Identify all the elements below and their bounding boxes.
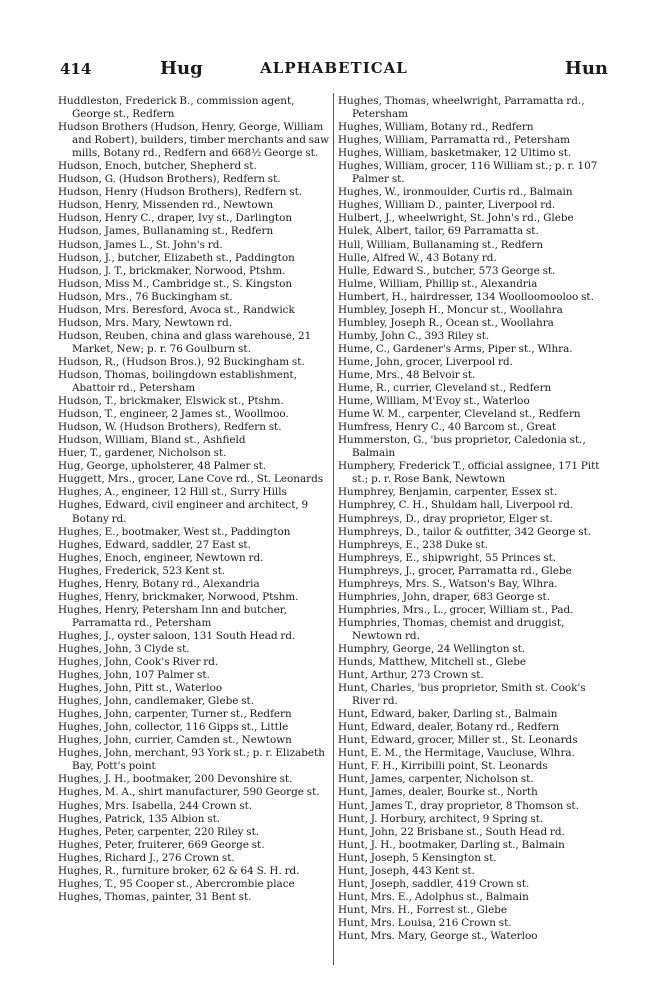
directory-entry: Hunt, John, 22 Brisbane st., South Head rd. <box>338 825 565 838</box>
directory-entry: Hunt, E. M., the Hermitage, Vaucluse, Wlhra. <box>338 747 575 760</box>
directory-entry: Humby, John C., 393 Riley st. <box>338 329 490 342</box>
directory-entry: Hughes, John, Cook's River rd. <box>58 656 219 669</box>
directory-entry: Hunt, Edward, dealer, Botany rd., Redfern <box>338 721 560 734</box>
directory-entry: Hughes, William D., painter, Liverpool rd. <box>338 199 556 212</box>
directory-entry: Hudson, G. (Hudson Brothers), Redfern st. <box>58 173 281 186</box>
directory-entry: Hunt, J. Horbury, architect, 9 Spring st. <box>338 812 544 825</box>
directory-entry: Hume, Mrs., 48 Belvoir st. <box>338 368 476 381</box>
directory-entry: Hunt, James, dealer, Bourke st., North <box>338 786 538 799</box>
directory-entry: Humphrey, Benjamin, carpenter, Essex st. <box>338 486 558 499</box>
directory-entry: Humbert, H., hairdresser, 134 Woolloomooloo st. <box>338 290 594 303</box>
directory-entry: Hughes, John, carpenter, Turner st., Redfern <box>58 708 292 721</box>
directory-entry: Hume, R., currier, Cleveland st., Redfern <box>338 382 552 395</box>
directory-entry: Hunt, Mrs. Louisa, 216 Crown st. <box>338 916 512 929</box>
directory-entry: Hughes, William, Parramatta rd., Petersham <box>338 134 570 147</box>
header-right-word: Hun <box>564 58 608 79</box>
directory-entry: Hughes, W., ironmoulder, Curtis rd., Balmain <box>338 186 573 199</box>
directory-entry: Hudson, Thomas, boilingdown establishment, Abattoir rd., Petersham <box>58 368 298 395</box>
directory-entry: Hunt, Edward, grocer, Miller st., St. Leonards <box>338 734 578 747</box>
directory-entry: Hughes, M. A., shirt manufacturer, 590 George st. <box>58 786 320 799</box>
directory-entry: Hughes, John, candlemaker, Glebe st. <box>58 695 255 708</box>
directory-entry: Hunt, Mrs. Mary, George st., Waterloo <box>338 930 538 942</box>
directory-entry: Hudson, James, Bullanaming st., Redfern <box>58 225 274 238</box>
left-column <box>58 95 330 904</box>
directory-entry: Hudson Brothers (Hudson, Henry, George, William and Robert), builders, timber merchants and saw mills, Botany rd., Redfern and 668½ George st. <box>58 121 330 160</box>
directory-entry: Hudson, Miss M., Cambridge st., S. Kingston <box>58 277 293 290</box>
directory-entry: Hume W. M., carpenter, Cleveland st., Redfern <box>338 408 581 421</box>
directory-entry: Hunt, F. H., Kirribilli point, St. Leonards <box>338 760 548 773</box>
directory-entry: Humphry, George, 24 Wellington st. <box>338 642 526 655</box>
directory-entry: Humphreys, E., 238 Duke st. <box>338 538 489 551</box>
directory-entry: Hummerston, G., 'bus proprietor, Caledonia st., Balmain <box>338 434 586 460</box>
directory-entry: Hughes, Enoch, engineer, Newtown rd. <box>58 551 264 564</box>
directory-entry: Huggett, Mrs., grocer, Lane Cove rd., St. Leonards <box>58 473 324 486</box>
directory-entry: Hudson, Reuben, china and glass warehouse, 21 Market, New; p. r. 76 Goulburn st. <box>58 329 312 355</box>
directory-entry: Hughes, E., bootmaker, West st., Paddington <box>58 525 291 538</box>
directory-entry: Hughes, Peter, fruiterer, 669 George st. <box>58 838 265 851</box>
directory-entry: Hughes, John, merchant, 93 York st.; p. r. Elizabeth Bay, Pott's point <box>58 747 325 773</box>
directory-entry: Hull, William, Bullanaming st., Redfern <box>338 238 544 251</box>
directory-entry: Hughes, William, Botany rd., Redfern <box>338 121 534 134</box>
directory-entry: Hughes, R., furniture broker, 62 & 64 S. H. rd. <box>58 864 300 877</box>
directory-entry: Hughes, T., 95 Cooper st., Abercrombie place <box>58 877 295 890</box>
directory-entry: Humphries, John, draper, 683 George st. <box>338 590 551 603</box>
directory-entry: Hunds, Matthew, Mitchell st., Glebe <box>338 656 527 669</box>
directory-entry: Hudson, William, Bland st., Ashfield <box>58 434 246 447</box>
directory-entry: Huer, T., gardener, Nicholson st. <box>58 447 227 460</box>
directory-entry: Hughes, John, collector, 116 Gipps st., Little <box>58 721 289 734</box>
directory-entry: Humphreys, D., dray proprietor, Elger st. <box>338 512 553 525</box>
directory-entry: Hughes, Edward, saddler, 27 East st. <box>58 538 251 551</box>
directory-entry: Hudson, James L., St. John's rd. <box>58 238 223 251</box>
directory-entry: Hunt, Arthur, 273 Crown st. <box>338 669 484 682</box>
directory-entry: Hughes, Henry, brickmaker, Norwood, Ptshm. <box>58 590 299 603</box>
header-left-word: Hug <box>160 58 203 79</box>
directory-entry: Hunt, Charles, 'bus proprietor, Smith st. Cook's River rd. <box>338 682 586 708</box>
directory-entry: Humphreys, J., grocer, Parramatta rd., Glebe <box>338 564 572 577</box>
directory-entry: Hunt, Joseph, saddler, 419 Crown st. <box>338 877 530 890</box>
directory-entry: Hughes, Richard J., 276 Crown st. <box>58 851 235 864</box>
directory-entry: Hudson, J., butcher, Elizabeth st., Paddington <box>58 251 295 264</box>
directory-entry: Hudson, W. (Hudson Brothers), Redfern st. <box>58 421 282 434</box>
directory-entry: Hudson, Henry (Hudson Brothers), Redfern st. <box>58 186 303 199</box>
directory-entry: Hughes, John, Pitt st., Waterloo <box>58 682 223 695</box>
directory-entry: Humbley, Joseph R., Ocean st., Woollahra <box>338 316 554 329</box>
directory-entry: Hunt, Mrs. H., Forrest st., Glebe <box>338 903 508 916</box>
directory-entry: Hudson, J. T., brickmaker, Norwood, Ptshm. <box>58 264 286 277</box>
directory-entry: Humphreys, Mrs. S., Watson's Bay, Wlhra. <box>338 577 558 590</box>
directory-entry: Hughes, Patrick, 135 Albion st. <box>58 812 221 825</box>
directory-entry: Hudson, T., brickmaker, Elswick st., Ptshm. <box>58 395 284 408</box>
directory-entry: Hume, William, M'Evoy st., Waterloo <box>338 395 530 408</box>
directory-entry: Hughes, Edward, civil engineer and architect, 9 Botany rd. <box>58 499 309 525</box>
directory-entry: Hunt, Mrs. E., Adolphus st., Balmain <box>338 890 529 903</box>
directory-entry: Hughes, A., engineer, 12 Hill st., Surry Hills <box>58 486 287 499</box>
directory-entry: Hughes, Thomas, painter, 31 Bent st. <box>58 890 252 903</box>
directory-entry: Hunt, J. H., bootmaker, Darling st., Balmain <box>338 838 565 851</box>
directory-entry: Hughes, John, 107 Palmer st. <box>58 669 210 682</box>
directory-entry: Hulle, Edward S., butcher, 573 George st. <box>338 264 556 277</box>
directory-entry: Hughes, J., oyster saloon, 131 South Head rd. <box>58 629 296 642</box>
directory-entry: Hughes, William, basketmaker, 12 Ultimo st. <box>338 147 572 160</box>
directory-entry: Hudson, Mrs. Beresford, Avoca st., Randwick <box>58 303 295 316</box>
directory-entry: Hudson, R., (Hudson Bros.), 92 Buckingham st. <box>58 355 305 368</box>
directory-entry: Hudson, Henry, Missenden rd., Newtown <box>58 199 274 212</box>
page-header <box>60 58 608 84</box>
directory-entry: Hughes, Peter, carpenter, 220 Riley st. <box>58 825 260 838</box>
directory-entry: Hughes, Mrs. Isabella, 244 Crown st. <box>58 799 253 812</box>
directory-entry: Humphries, Thomas, chemist and druggist, Newtown rd. <box>338 616 565 642</box>
directory-entry: Hulme, William, Phillip st., Alexandria <box>338 277 538 290</box>
page-title: ALPHABETICAL <box>260 59 408 77</box>
directory-entry: Hughes, Thomas, wheelwright, Parramatta rd., Petersham <box>338 95 585 121</box>
page-number: 414 <box>60 60 92 78</box>
directory-entry: Hudson, Mrs., 76 Buckingham st. <box>58 290 233 303</box>
directory-entry: Hulek, Albert, tailor, 69 Parramatta st. <box>338 225 539 238</box>
directory-entry: Humphery, Frederick T., official assignee, 171 Pitt st.; p. r. Rose Bank, Newtown <box>338 460 600 486</box>
directory-entry: Hughes, Henry, Botany rd., Alexandria <box>58 577 260 590</box>
directory-entry: Humfress, Henry C., 40 Barcom st., Great <box>338 421 557 434</box>
directory-entry: Hughes, William, grocer, 116 William st.; p. r. 107 Palmer st. <box>338 160 598 186</box>
directory-entry: Hume, C., Gardener's Arms, Piper st., Wlhra. <box>338 342 573 355</box>
directory-entry: Humphreys, E., shipwright, 55 Princes st. <box>338 551 557 564</box>
directory-entry: Humbley, Joseph H., Moncur st., Woollahra <box>338 303 563 316</box>
directory-entry: Hudson, Mrs. Mary, Newtown rd. <box>58 316 233 329</box>
directory-entry: Hulle, Alfred W., 43 Botany rd. <box>338 251 497 264</box>
directory-entry: Hughes, John, currier, Camden st., Newtown <box>58 734 292 747</box>
directory-entry: Hughes, Henry, Petersham Inn and butcher, Parramatta rd., Petersham <box>58 603 287 629</box>
right-column <box>338 95 610 943</box>
directory-entry: Hughes, Frederick, 523 Kent st. <box>58 564 226 577</box>
directory-entry: Hunt, Joseph, 443 Kent st. <box>338 864 475 877</box>
directory-entry: Humphries, Mrs., L., grocer, William st., Pad. <box>338 603 574 616</box>
directory-entry: Hug, George, upholsterer, 48 Palmer st. <box>58 460 267 473</box>
directory-entry: Hunt, Edward, baker, Darling st., Balmain <box>338 708 558 721</box>
directory-entry: Hunt, Joseph, 5 Kensington st. <box>338 851 497 864</box>
directory-entry: Hunt, James, carpenter, Nicholson st. <box>338 773 534 786</box>
directory-entry: Hudson, Henry C., draper, Ivy st., Darlington <box>58 212 293 225</box>
directory-entry: Hume, John, grocer, Liverpool rd. <box>338 355 513 368</box>
directory-entry: Hudson, T., engineer, 2 James st., Woollmoo. <box>58 408 289 421</box>
directory-entry: Humphreys, D., tailor & outfitter, 342 George st. <box>338 525 592 538</box>
directory-entry: Hughes, John, 3 Clyde st. <box>58 642 190 655</box>
directory-entry: Hulbert, J., wheelwright, St. John's rd., Glebe <box>338 212 574 225</box>
directory-entry: Huddleston, Frederick B., commission agent, George st., Redfern <box>58 95 295 121</box>
directory-entry: Hunt, James T., dray proprietor, 8 Thomson st. <box>338 799 579 812</box>
directory-entry: Humphrey, C. H., Shuldam hall, Liverpool rd. <box>338 499 574 512</box>
directory-entry: Hudson, Enoch, butcher, Shepherd st. <box>58 160 257 173</box>
directory-entry: Hughes, J. H., bootmaker, 200 Devonshire st. <box>58 773 293 786</box>
column-divider <box>333 93 334 965</box>
